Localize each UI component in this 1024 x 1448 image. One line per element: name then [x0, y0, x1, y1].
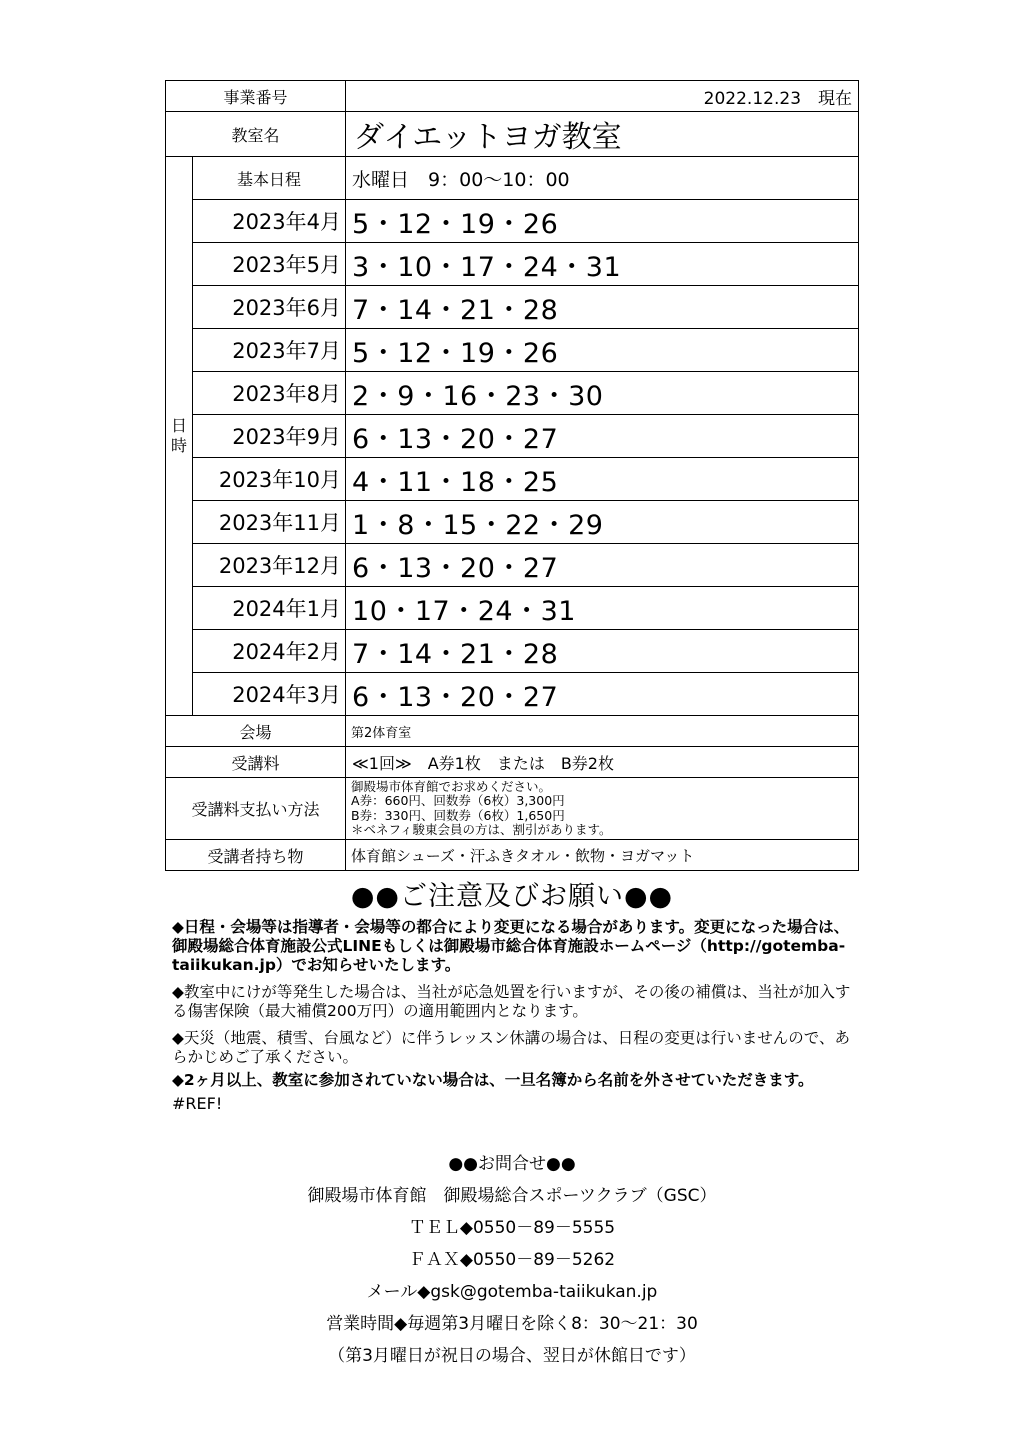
row-venue	[166, 716, 859, 747]
month-label: 2023年12月	[193, 544, 346, 587]
notice-list	[172, 918, 852, 1113]
date-status: 2022.12.23 現在	[346, 81, 859, 112]
schedule-side-label	[166, 157, 193, 716]
row-class-name	[166, 112, 859, 157]
row-payment	[166, 778, 859, 840]
side-label-1: 日	[170, 416, 187, 435]
month-label: 2023年10月	[193, 458, 346, 501]
month-row	[166, 544, 859, 587]
payment-lines	[346, 778, 859, 840]
row-basic	[166, 157, 859, 200]
month-row	[166, 200, 859, 243]
month-dates: 2・9・16・23・30	[346, 372, 859, 415]
contact-fax: ＦＡＸ◆0550－89－5262	[408, 1250, 616, 1270]
contact-note: （第3月曜日が祝日の場合、翌日が休館日です）	[328, 1346, 696, 1366]
month-row	[166, 329, 859, 372]
contact-org: 御殿場市体育館 御殿場総合スポーツクラブ（GSC）	[307, 1186, 717, 1206]
payment-label: 受講料支払い方法	[166, 778, 346, 840]
month-label: 2024年3月	[193, 673, 346, 716]
month-label: 2023年8月	[193, 372, 346, 415]
month-dates: 7・14・21・28	[346, 630, 859, 673]
row-fee	[166, 747, 859, 778]
month-row	[166, 286, 859, 329]
notice-item: ◆教室中にけが等発生した場合は、当社が応急処置を行いますが、その後の補償は、当社が加入する傷害保険（最大補償200万円）の適用範囲内となります。	[172, 983, 851, 1020]
notice-title: ●●ご注意及びお願い●●	[350, 881, 674, 912]
contact-title: ●●お問合せ●●	[448, 1154, 576, 1174]
month-dates: 5・12・19・26	[346, 329, 859, 372]
venue-label: 会場	[166, 716, 346, 747]
month-dates: 3・10・17・24・31	[346, 243, 859, 286]
month-label: 2023年7月	[193, 329, 346, 372]
month-dates: 5・12・19・26	[346, 200, 859, 243]
items-label: 受講者持ち物	[166, 840, 346, 871]
month-row	[166, 630, 859, 673]
month-dates: 6・13・20・27	[346, 673, 859, 716]
payment-line: A券：660円、回数券（6枚）3,300円	[351, 793, 565, 808]
basic-label: 基本日程	[193, 157, 346, 200]
month-dates: 6・13・20・27	[346, 544, 859, 587]
notice-item: ◆2ヶ月以上、教室に参加されていない場合は、一旦名簿から名前を外させていただきます。	[172, 1071, 814, 1089]
month-label: 2023年4月	[193, 200, 346, 243]
venue-value: 第2体育室	[346, 716, 859, 747]
month-row	[166, 673, 859, 716]
items-value: 体育館シューズ・汗ふきタオル・飲物・ヨガマット	[346, 840, 859, 871]
class-label: 教室名	[166, 112, 346, 157]
month-row	[166, 415, 859, 458]
month-label: 2024年2月	[193, 630, 346, 673]
month-row	[166, 501, 859, 544]
month-row	[166, 587, 859, 630]
month-label: 2023年11月	[193, 501, 346, 544]
month-label: 2024年1月	[193, 587, 346, 630]
contact-hours: 営業時間◆毎週第3月曜日を除く8：30～21：30	[326, 1314, 698, 1334]
payment-line: ＊ベネフィ駿東会員の方は、割引があります。	[351, 822, 612, 837]
class-schedule-sheet	[165, 80, 858, 871]
month-dates: 4・11・18・25	[346, 458, 859, 501]
month-label: 2023年6月	[193, 286, 346, 329]
month-row	[166, 458, 859, 501]
month-dates: 7・14・21・28	[346, 286, 859, 329]
side-label-2: 時	[170, 436, 187, 455]
schedule-table	[165, 80, 859, 871]
fee-label: 受講料	[166, 747, 346, 778]
payment-line: B券：330円、回数券（6枚）1,650円	[351, 807, 565, 823]
month-label: 2023年9月	[193, 415, 346, 458]
contact-mail: メール◆gsk@gotemba-taiikukan.jp	[366, 1282, 658, 1302]
row-jigyo	[166, 81, 859, 112]
class-name: ダイエットヨガ教室	[346, 112, 859, 157]
month-row	[166, 372, 859, 415]
notice-item: ◆天災（地震、積雪、台風など）に伴うレッスン休講の場合は、日程の変更は行いませんので、あらかじめご了承ください。	[172, 1029, 850, 1066]
month-label: 2023年5月	[193, 243, 346, 286]
row-items	[166, 840, 859, 871]
month-dates: 6・13・20・27	[346, 415, 859, 458]
month-dates: 1・8・15・22・29	[346, 501, 859, 544]
payment-line: 御殿場市体育館でお求めください。	[351, 778, 552, 794]
contact-block	[0, 1152, 1024, 1376]
jigyo-label: 事業番号	[166, 81, 346, 112]
month-dates: 10・17・24・31	[346, 587, 859, 630]
month-row	[166, 243, 859, 286]
notice-item: ◆日程・会場等は指導者・会場等の都合により変更になる場合があります。変更になった場合は、御殿場総合体育施設公式LINEもしくは御殿場市総合体育施設ホームページ（http://gotemba-taiikukan.jp）でお知らせいたします。	[172, 918, 850, 974]
contact-tel: ＴＥＬ◆0550－89－5555	[408, 1218, 616, 1238]
fee-value: ≪1回≫ A券1枚 または B券2枚	[346, 747, 859, 778]
ref-error: #REF!	[172, 1094, 223, 1113]
basic-value: 水曜日 9：00～10：00	[346, 157, 859, 200]
